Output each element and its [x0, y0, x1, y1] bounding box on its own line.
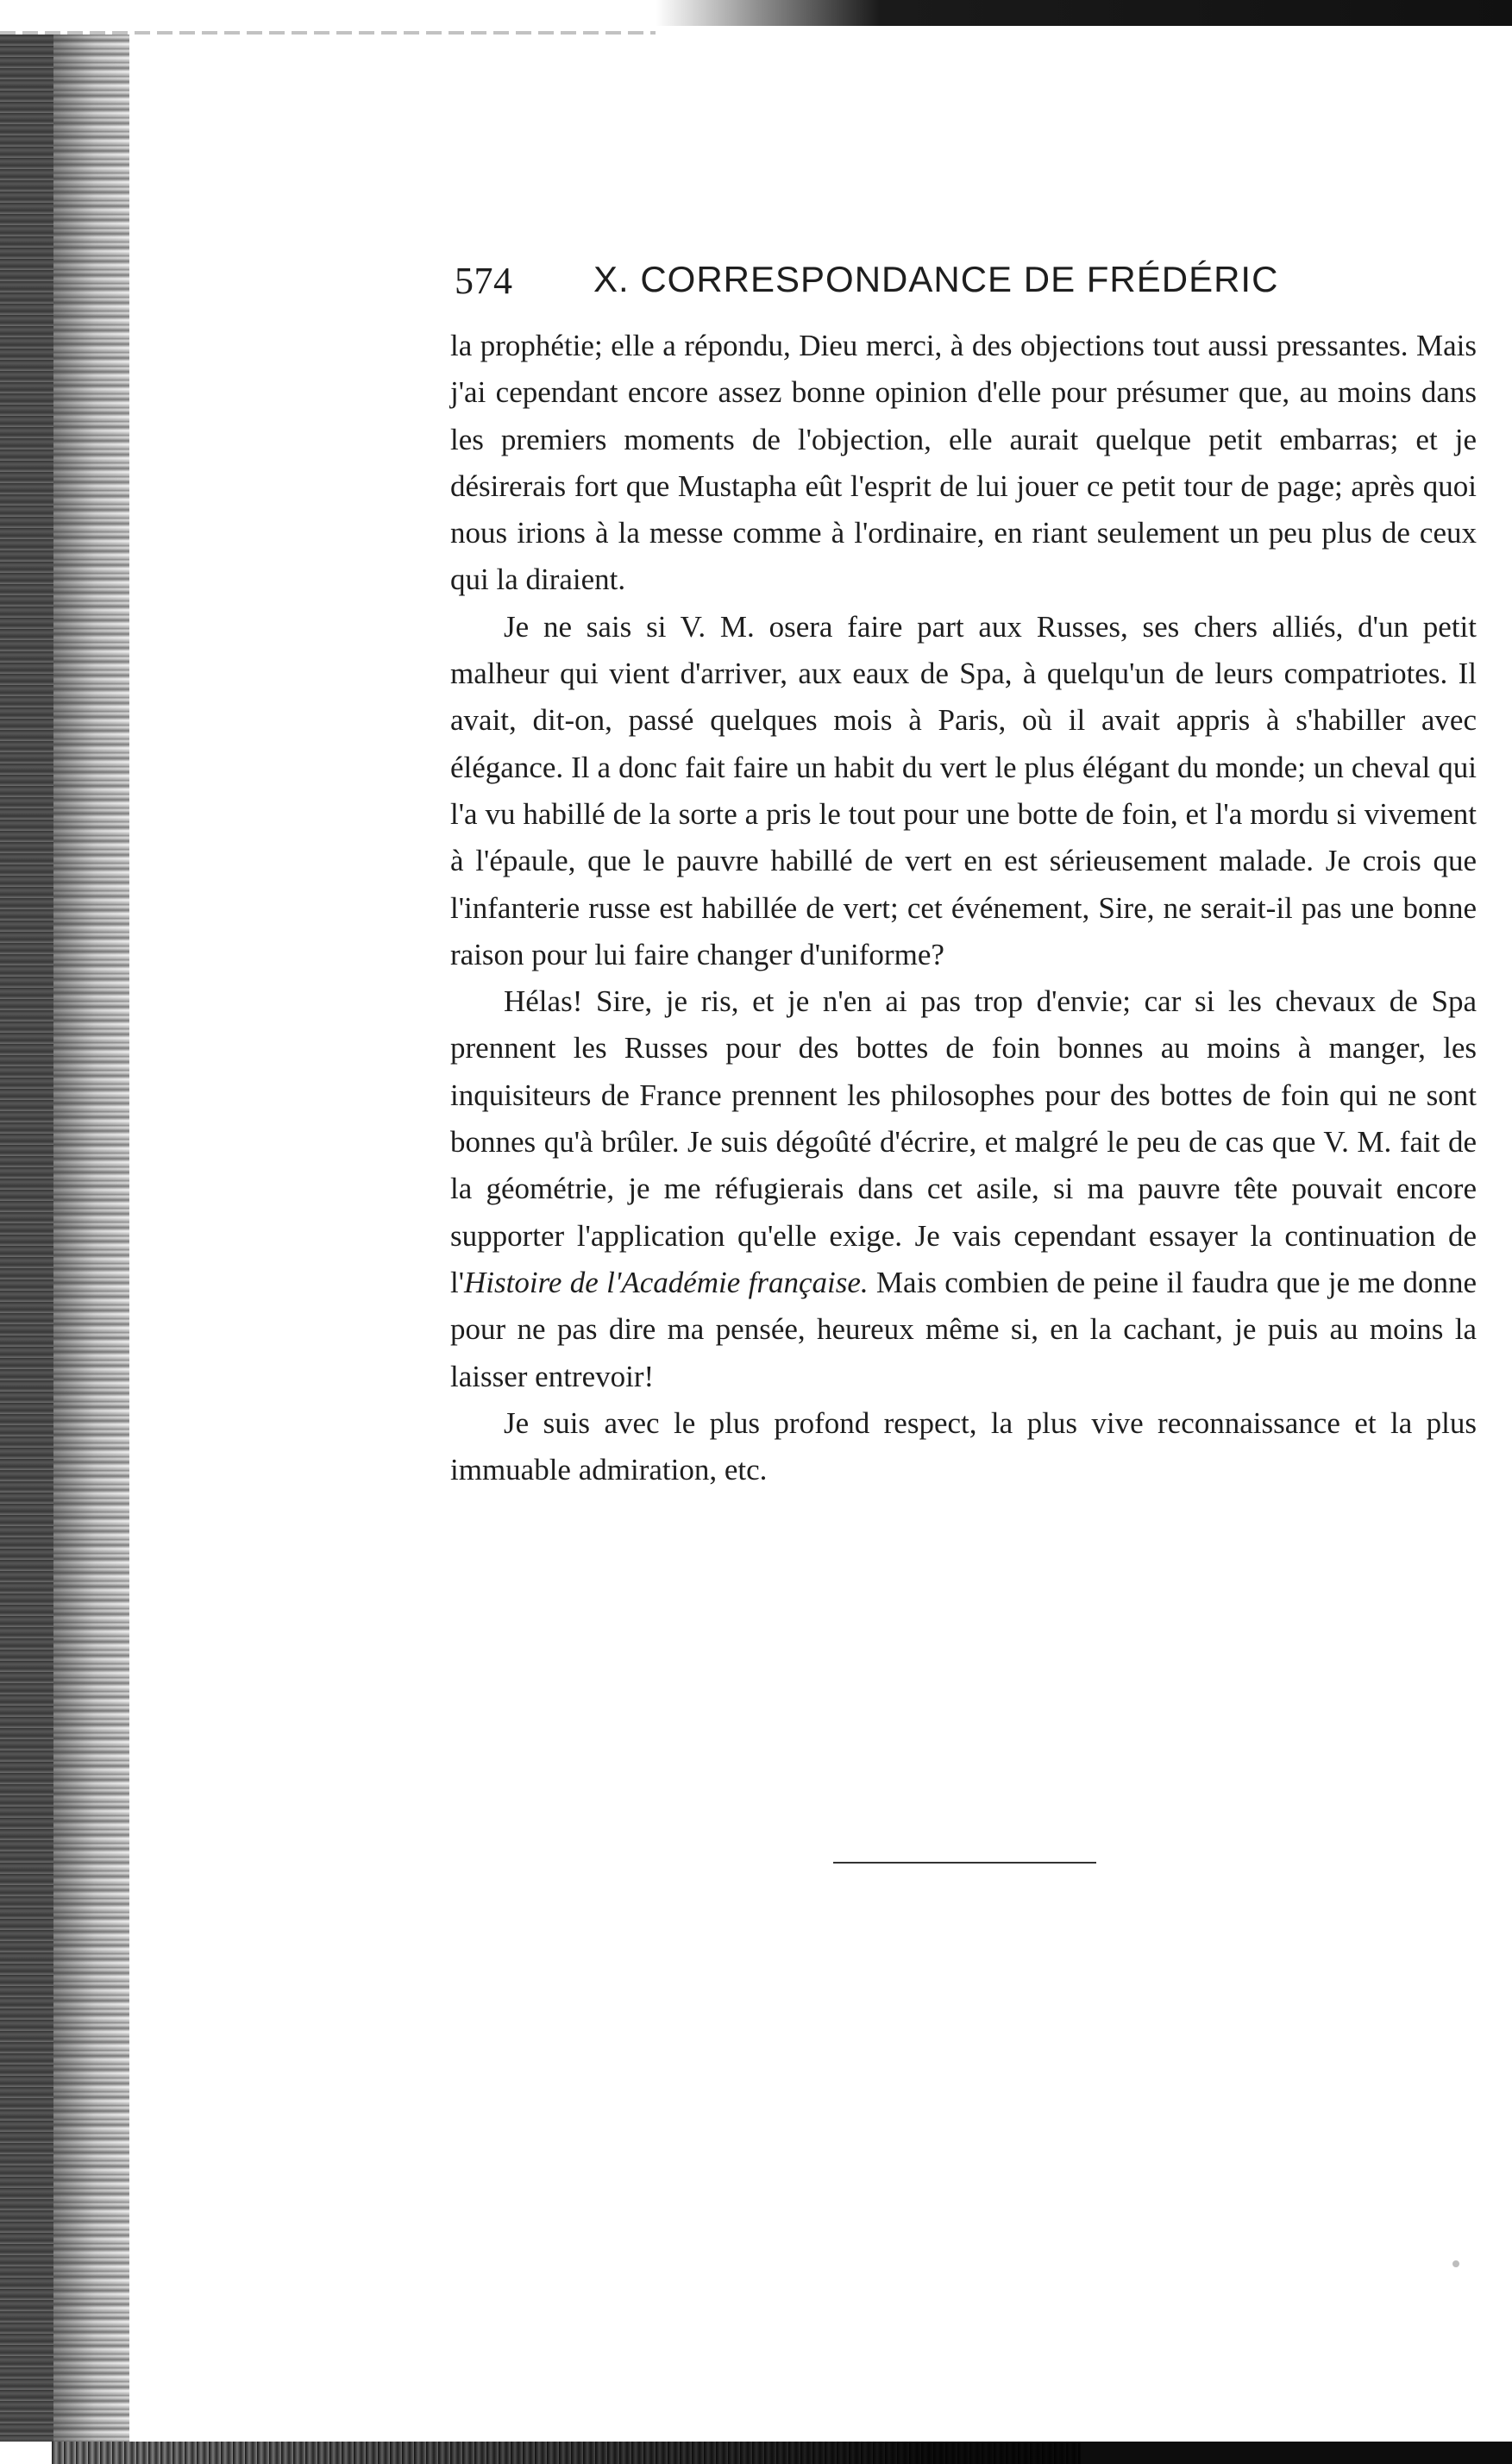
closing-rule [833, 1862, 1096, 1864]
paragraph-1 [450, 323, 1477, 604]
scan-border-bottom [52, 2442, 1512, 2464]
page-number: 574 [455, 260, 513, 302]
scan-speck [1452, 2260, 1459, 2267]
scan-border-left [0, 35, 129, 2442]
running-title: X. CORRESPONDANCE DE FRÉDÉRIC [593, 259, 1279, 299]
text-segment: la prophétie; elle a répondu, Dieu merci, à des objections tout aussi pressantes. Mais j'ai cependant encore assez bonne opinion d'elle pour présumer que, au moins dans les premiers moments de l'objection, elle aurait quelque petit embarras; et je désirerais fort que Mustapha eût l'esprit de lui jouer ce petit tour de page; après quoi nous irions à la messe comme à l'ordinaire, en riant seulement un peu plus de ceux qui la diraient. [450, 329, 1477, 597]
paragraph-3 [450, 978, 1477, 1400]
body-text [450, 323, 1477, 1493]
italic-title: Histoire de l'Académie française. [464, 1265, 869, 1299]
text-segment: Hélas! Sire, je ris, et je n'en ai pas trop d'envie; car si les chevaux de Spa prennent les Russes pour des bottes de foin bonnes au moins à manger, les inquisiteurs de France prennent les philosophes pour des bottes de foin qui ne sont bonnes qu'à brûler. Je suis dégoûté d'écrire, et malgré le peu de cas que V. M. fait de la géométrie, je me réfugierais dans cet asile, si ma pauvre tête pouvait encore supporter l'application qu'elle exige. Je vais cependant essayer la continuation de l' [450, 984, 1477, 1299]
text-segment: Mais combien de peine il faudra que je me donne pour ne pas dire ma pensée, heureux même si, en la cachant, je puis au moins la laisser entrevoir! [450, 1265, 1477, 1393]
text-segment: Je suis avec le plus profond respect, la plus vive reconnaissance et la plus immuable admiration, etc. [450, 1405, 1477, 1487]
text-segment: Je ne sais si V. M. osera faire part aux Russes, ses chers alliés, d'un petit malheur qui vient d'arriver, aux eaux de Spa, à quelqu'un de leurs compatriotes. Il avait, dit-on, passé quelques mois à Paris, où il avait appris à s'habiller avec élégance. Il a donc fait faire un habit du vert le plus élégant du monde; un cheval qui l'a vu habillé de la sorte a pris le tout pour une botte de foin, et l'a mordu si vivement à l'épaule, que le pauvre habillé de vert en est sérieusement malade. Je crois que l'infanterie russe est habillée de vert; cet événement, Sire, ne serait-il pas une bonne raison pour lui faire changer d'uniforme? [450, 609, 1477, 971]
paragraph-4 [450, 1400, 1477, 1494]
running-head [450, 259, 1477, 323]
scan-border-top [656, 0, 1512, 26]
book-page [450, 259, 1477, 1493]
paragraph-2 [450, 604, 1477, 978]
